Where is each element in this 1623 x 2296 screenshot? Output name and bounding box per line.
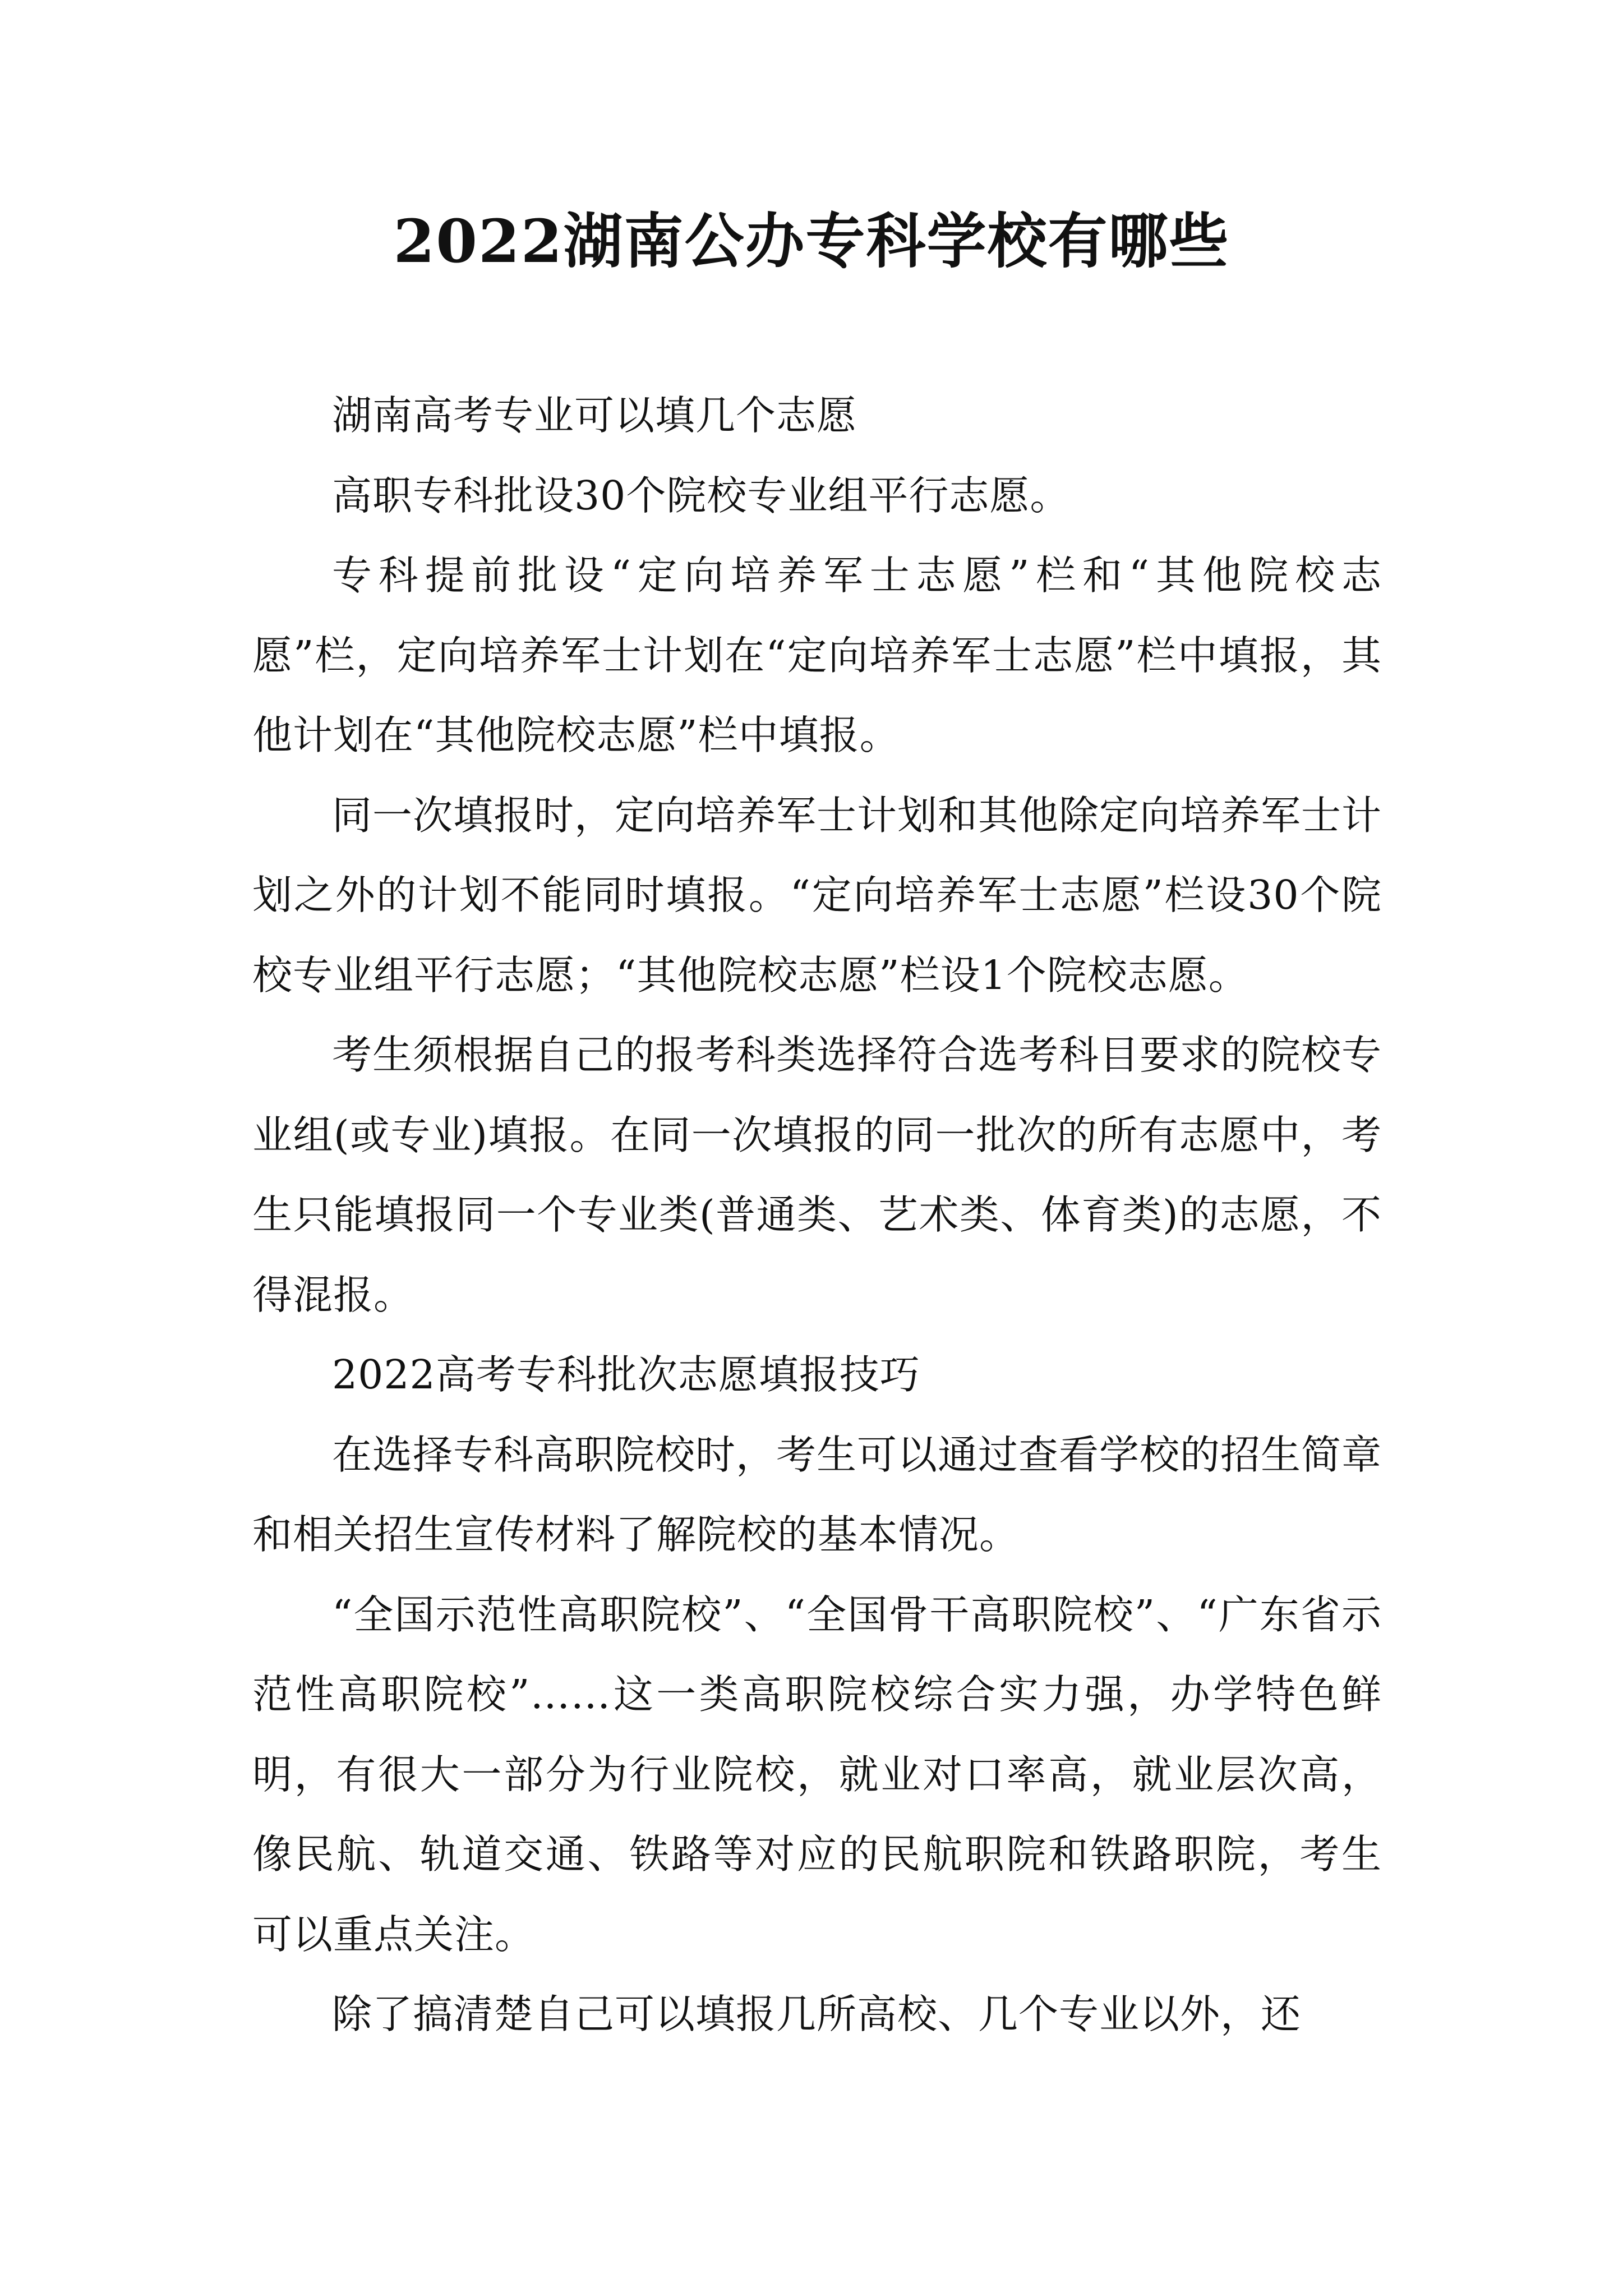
- paragraph: 同一次填报时，定向培养军士计划和其他除定向培养军士计划之外的计划不能同时填报。“定向培养军士志愿”栏设30个院校专业组平行志愿；“其他院校志愿”栏设1个院校志愿。: [252, 792, 1382, 999]
- document-title: 2022湖南公办专科学校有哪些: [393, 206, 1230, 276]
- paragraph: 湖南高考专业可以填几个志愿: [332, 392, 857, 439]
- paragraph: 高职专科批设30个院校专业组平行志愿。: [332, 472, 1071, 519]
- paragraph: 专科提前批设“定向培养军士志愿”栏和“其他院校志愿”栏，定向培养军士计划在“定向培养军士志愿”栏中填报，其他计划在“其他院校志愿”栏中填报。: [252, 552, 1382, 758]
- paragraph: 考生须根据自己的报考科类选择符合选考科目要求的院校专业组(或专业)填报。在同一次填报的同一批次的所有志愿中，考生只能填报同一个专业类(普通类、艺术类、体育类)的志愿，不得混报。: [252, 1032, 1382, 1318]
- paragraph: 2022高考专科批次志愿填报技巧: [332, 1351, 920, 1398]
- paragraph: 除了搞清楚自己可以填报几所高校、几个专业以外，还: [332, 1991, 1302, 2037]
- paragraph: “全国示范性高职院校”、“全国骨干高职院校”、“广东省示范性高职院校”……这一类高职院校综合实力强，办学特色鲜明，有很大一部分为行业院校，就业对口率高，就业层次高，像民航、轨道交通、铁路等对应的民航职院和铁路职院，考生可以重点关注。: [252, 1591, 1382, 1958]
- document-body: [252, 376, 1382, 2055]
- paragraph: 在选择专科高职院校时，考生可以通过查看学校的招生简章和相关招生宣传材料了解院校的基本情况。: [252, 1431, 1382, 1558]
